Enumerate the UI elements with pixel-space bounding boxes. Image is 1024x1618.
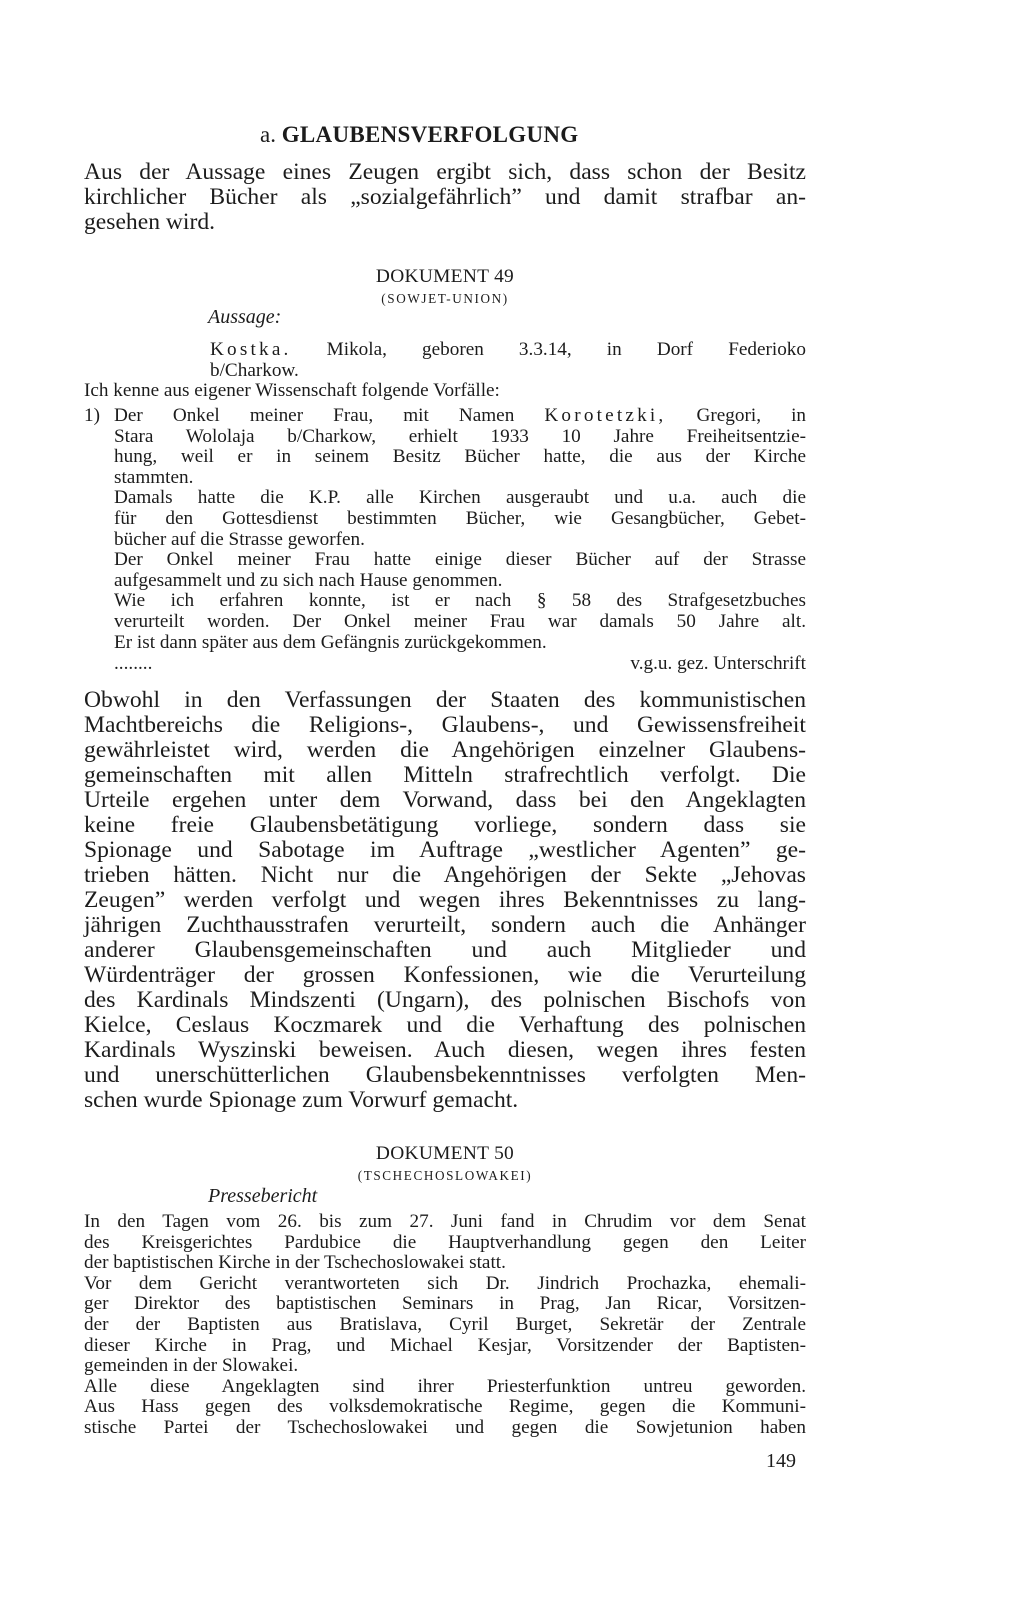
line-text: für den Gottesdienst bestimmten Bücher, wie Gesangbücher, Gebet- [114,507,806,529]
text-line [114,571,806,592]
text-line: gesehen wird. [84,209,216,235]
text-line: Obwohl in den Verfassungen der Staaten des kommunistischen [84,687,806,713]
text-line: gewährleistet wird, werden die Angehörigen einzelner Glaubens- [84,737,806,763]
text-line [114,427,806,448]
witness-details: Mikola, geboren 3.3.14, in Dorf Federioko [291,339,806,360]
line-text: Wie ich erfahren konnte, ist er nach § 58 des Strafgesetzbuches [114,590,806,612]
line-text: hung, weil er in seinem Besitz Bücher hatte, die aus der Kirche [114,446,806,468]
line-text: bücher auf die Strasse geworfen. [114,528,365,550]
text-line: Ich kenne aus eigener Wissenschaft folgende Vorfälle: [84,380,500,401]
doc49-signature-line [114,654,806,675]
text-line: Alle diese Angeklagten sind ihrer Priesterfunktion untreu geworden. [84,1375,806,1397]
text-line [114,591,806,612]
document-page [84,0,806,1618]
section-prefix: a. [260,122,276,147]
doc50-label: Pressebericht [208,1185,318,1207]
text-line: stische Partei der Tschechoslowakei und gegen die Sowjetunion haben [84,1416,806,1438]
doc49-item [84,406,806,656]
text-line: Kielce, Ceslaus Koczmarek und die Verhaftung des polnischen [84,1012,806,1038]
text-line: jährigen Zuchthausstrafen verurteilt, sondern auch die Anhänger [84,912,806,938]
text-line: Würdenträger der grossen Konfessionen, wie die Verurteilung [84,962,806,988]
line-text: Stara Wololaja b/Charkow, erhielt 1933 10 Jahre Freiheitsentzie- [114,425,806,447]
text-line: der baptistischen Kirche in der Tschechoslowakei statt. [84,1252,506,1274]
signature: v.g.u. gez. Unterschrift [630,653,806,674]
spaced-name: Korotetzki, [544,405,667,426]
text-line: kirchlicher Bücher als „sozialgefährlich” und damit strafbar an- [84,184,806,210]
doc49-intro-line [84,381,806,402]
doc49-title: DOKUMENT 49 [375,266,515,287]
section-title: GLAUBENSVERFOLGUNG [281,122,579,147]
text-line: Zeugen” werden verfolgt und wegen ihres Bekenntnisses zu lang- [84,887,806,913]
text-line: Aus Hass gegen des volksdemokratische Regime, gegen die Kommuni- [84,1396,806,1418]
doc49-witness [210,340,806,381]
text-line [114,530,806,551]
item-number: 1) [84,405,100,426]
line-text: Damals hatte die K.P. alle Kirchen ausgeraubt und u.a. auch die [114,487,806,509]
text-line: Urteile ergehen unter dem Vorwand, dass bei den Angeklagten [84,787,806,813]
text-line: Spionage und Sabotage im Auftrage „westlicher Agenten” ge- [84,837,806,863]
text-line: b/Charkow. [210,359,299,381]
text-line: anderer Glaubensgemeinschaften und auch Mitglieder und [84,937,806,963]
text-line: Kardinals Wyszinski beweisen. Auch diesen, wegen ihres festen [84,1037,806,1063]
text-line [114,447,806,468]
intro-paragraph [84,160,806,235]
witness-name: Kostka. [210,339,292,360]
item-body [114,406,806,653]
doc49-label: Aussage: [208,306,282,328]
text-line: und unerschütterlichen Glaubensbekenntnisses verfolgten Men- [84,1062,806,1088]
page-number: 149 [766,1450,796,1472]
line-text: Der Onkel meiner Frau hatte einige dieser Bücher auf der Strasse [114,549,806,571]
text-line: trieben hätten. Nicht nur die Angehörigen der Sekte „Jehovas [84,862,806,888]
text-line [114,468,806,489]
line-text: Der Onkel meiner Frau, mit Namen [114,405,545,426]
text-line: gemeinden in der Slowakei. [84,1355,299,1377]
doc50-body [84,1212,806,1439]
line-text: aufgesammelt und zu sich nach Hause genommen. [114,569,503,591]
text-line: ger Direktor des baptistischen Seminars in Prag, Jan Ricar, Vorsitzen- [84,1293,806,1315]
line-text: Er ist dann später aus dem Gefängnis zurückgekommen. [114,631,547,653]
text-line [114,509,806,530]
text-line: keine freie Glaubensbetätigung vorliege, sondern dass sie [84,812,806,838]
doc50-title: DOKUMENT 50 [375,1143,515,1164]
text-line [210,340,806,361]
section-heading [260,122,579,148]
text-line [114,550,806,571]
text-line: schen wurde Spionage zum Vorwurf gemacht. [84,1087,519,1113]
line-text: Gregori, in [666,405,806,426]
line-text: verurteilt worden. Der Onkel meiner Frau war damals 50 Jahre alt. [114,610,806,632]
text-line: gemeinschaften mit allen Mitteln strafrechtlich verfolgt. Die [84,762,806,788]
text-line: des Kreisgerichtes Pardubice die Hauptverhandlung gegen den Leiter [84,1231,806,1253]
line-text: stammten. [114,466,194,488]
text-line: der der Baptisten aus Bratislava, Cyril Burget, Sekretär der Zentrale [84,1313,806,1335]
main-paragraph [84,688,806,1113]
text-line [114,406,806,427]
text-line: Aus der Aussage eines Zeugen ergibt sich, dass schon der Besitz [84,159,806,185]
text-line: dieser Kirche in Prag, und Michael Kesjar, Vorsitzender der Baptisten- [84,1334,806,1356]
text-line [114,488,806,509]
doc49-subtitle: (SOWJET-UNION) [381,291,509,306]
text-line: des Kardinals Mindszenti (Ungarn), des polnischen Bischofs von [84,987,806,1013]
text-line: In den Tagen vom 26. bis zum 27. Juni fand in Chrudim vor dem Senat [84,1211,806,1232]
ellipsis: ........ [114,653,153,674]
text-line: Machtbereichs die Religions-, Glaubens-, und Gewissensfreiheit [84,712,806,738]
doc50-subtitle: (TSCHECHOSLOWAKEI) [357,1168,533,1183]
text-line: Vor dem Gericht verantworteten sich Dr. Jindrich Prochazka, ehemali- [84,1272,806,1294]
text-line [114,612,806,633]
text-line [114,633,806,654]
